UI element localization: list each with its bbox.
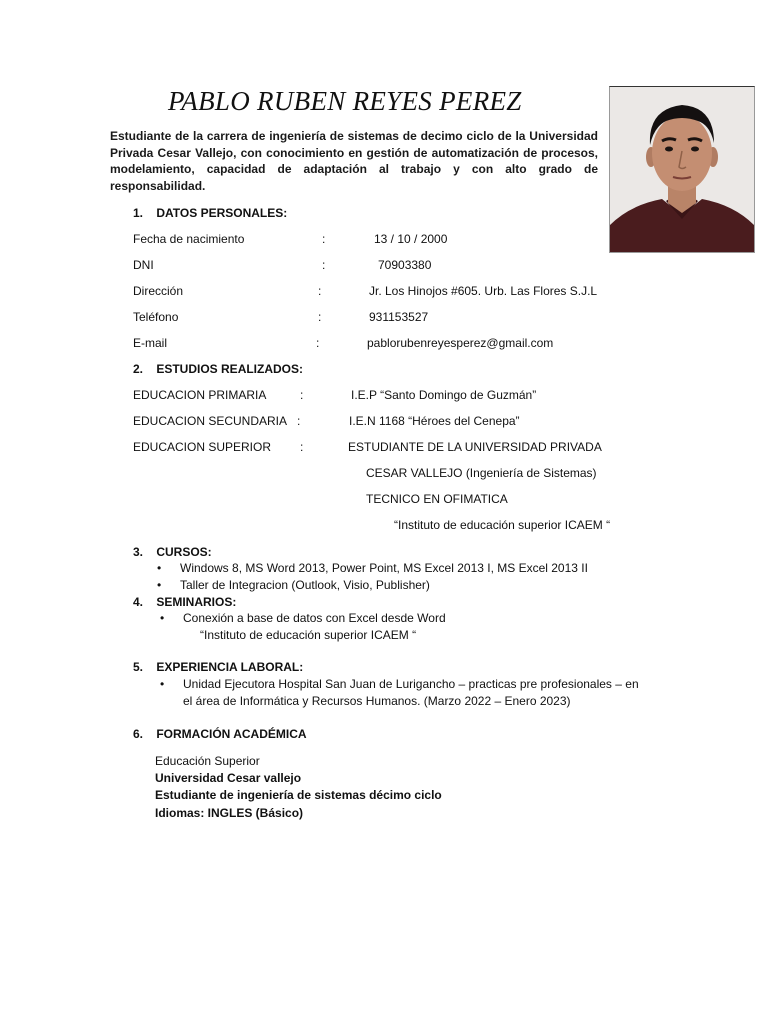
academic-level: Educación Superior — [155, 754, 260, 768]
value-email: pablorubenreyesperez@gmail.com — [367, 336, 554, 350]
candidate-name: PABLO RUBEN REYES PEREZ — [168, 86, 522, 116]
list-item: Conexión a base de datos con Excel desde Word — [183, 611, 446, 625]
section-heading-seminars: 4. SEMINARIOS: — [133, 595, 237, 609]
academic-degree: Estudiante de ingeniería de sistemas décimo ciclo — [155, 788, 442, 802]
bullet: • — [160, 611, 165, 625]
section-heading-personal: 1. DATOS PERSONALES: — [133, 206, 288, 220]
colon: : — [318, 310, 322, 324]
section-heading-experience: 5. EXPERIENCIA LABORAL: — [133, 660, 304, 674]
bullet: • — [160, 677, 165, 691]
value-institute: “Instituto de educación superior ICAEM “ — [394, 518, 611, 532]
colon: : — [318, 284, 322, 298]
colon: : — [300, 388, 304, 402]
value-technical: TECNICO EN OFIMATICA — [366, 492, 508, 506]
section-heading-studies: 2. ESTUDIOS REALIZADOS: — [133, 362, 304, 376]
label-secondary: EDUCACION SECUNDARIA — [133, 414, 288, 428]
experience-line-2: el área de Informática y Recursos Humanos. (Marzo 2022 – Enero 2023) — [183, 694, 571, 708]
experience-line-1: Unidad Ejecutora Hospital San Juan de Lurigancho – practicas pre profesionales – en — [183, 677, 639, 691]
value-phone: 931153527 — [369, 310, 429, 324]
label-primary: EDUCACION PRIMARIA — [133, 388, 267, 402]
value-primary: I.E.P “Santo Domingo de Guzmán” — [351, 388, 537, 402]
value-birthdate: 13 / 10 / 2000 — [374, 232, 448, 246]
value-address: Jr. Los Hinojos #605. Urb. Las Flores S.J.L — [369, 284, 598, 298]
colon: : — [322, 232, 326, 246]
section-heading-academic: 6. FORMACIÓN ACADÉMICA — [133, 727, 307, 741]
academic-languages: Idiomas: INGLES (Básico) — [155, 806, 304, 820]
value-higher-continued: CESAR VALLEJO (Ingeniería de Sistemas) — [366, 466, 597, 480]
list-item: Taller de Integracion (Outlook, Visio, Publisher) — [180, 578, 430, 592]
colon: : — [300, 440, 304, 454]
label-higher: EDUCACION SUPERIOR — [133, 440, 272, 454]
colon: : — [297, 414, 301, 428]
list-item: Windows 8, MS Word 2013, Power Point, MS Excel 2013 I, MS Excel 2013 II — [180, 561, 588, 575]
section-heading-courses: 3. CURSOS: — [133, 545, 212, 559]
bullet: • — [157, 561, 162, 575]
value-dni: 70903380 — [378, 258, 432, 272]
value-secondary: I.E.N 1168 “Héroes del Cenepa” — [349, 414, 520, 428]
list-item-sub: “Instituto de educación superior ICAEM “ — [200, 628, 417, 642]
portrait-image — [610, 87, 754, 252]
label-address: Dirección — [133, 284, 184, 298]
colon: : — [322, 258, 326, 272]
label-dni: DNI — [133, 258, 154, 272]
profile-summary: Estudiante de la carrera de ingeniería de sistemas de decimo ciclo de la Universidad Privada Cesar Vallejo, con conocimiento en gestión de automatización de procesos, modelamiento, capacidad de adaptación al trabajo y con alto grado de responsabilidad. — [110, 129, 598, 193]
value-higher: ESTUDIANTE DE LA UNIVERSIDAD PRIVADA — [348, 440, 602, 454]
bullet: • — [157, 578, 162, 592]
academic-university: Universidad Cesar vallejo — [155, 771, 302, 785]
label-birthdate: Fecha de nacimiento — [133, 232, 245, 246]
profile-photo — [609, 86, 755, 253]
colon: : — [316, 336, 320, 350]
label-phone: Teléfono — [133, 310, 179, 324]
label-email: E-mail — [133, 336, 168, 350]
